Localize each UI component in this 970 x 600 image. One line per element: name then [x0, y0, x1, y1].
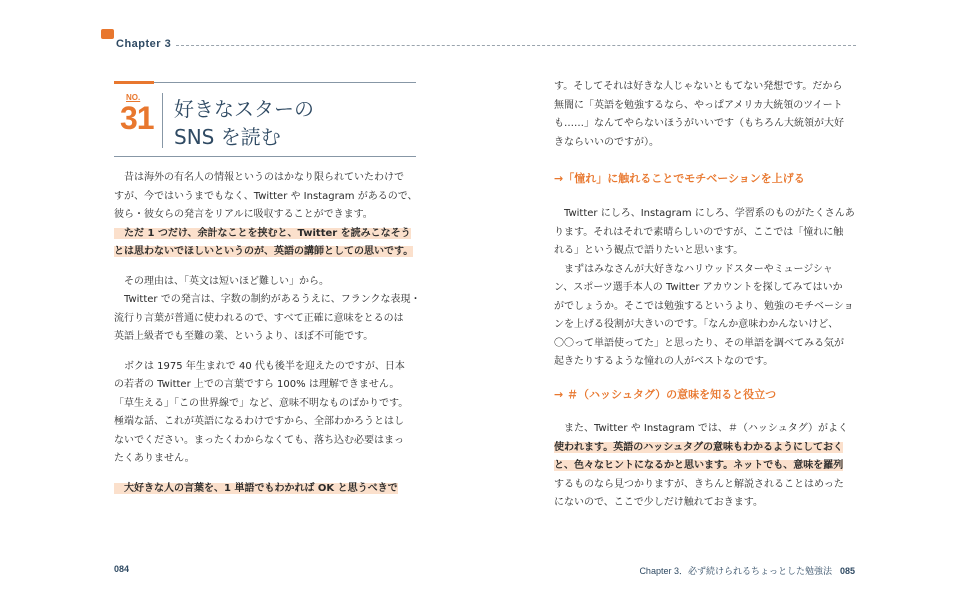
body-line: また、Twitter や Instagram では、＃（ハッシュタグ）がよく: [554, 423, 849, 434]
body-line: ります。それはそれで素晴らしいのですが、ここでは「憧れに触: [554, 226, 844, 238]
section-title-line-1: 好きなスターの: [174, 97, 314, 121]
chapter-label: Chapter 3: [116, 38, 172, 50]
body-line: の若者の Twitter 上での言葉ですら 100% は理解できません。: [114, 379, 400, 390]
right-body-motivation: [554, 205, 855, 372]
highlighted-text: ただ 1 つだけ、余計なことを挟むと、Twitter を読みこなそう: [114, 227, 411, 239]
body-line: 「草生える」「この世界線で」など、意味不明なものばかりです。: [114, 397, 409, 409]
body-line: 英語上級者でも至難の業、というより、ほぼ不可能です。: [114, 331, 374, 342]
body-line: す。そしてそれは好きな人じゃないともてない発想です。だから: [554, 81, 843, 92]
body-line: ないでください。まったくわからなくても、落ち込む必要はまっ: [114, 434, 404, 446]
body-line: ンを上げる役割が大きいのです。「なんか意味わかんないけど、: [554, 319, 839, 330]
section-title-line-2: SNS を読む: [174, 125, 281, 149]
body-line: きならいいのですが）。: [554, 136, 659, 148]
running-chapter-title: Chapter 3．必ず続けられるちょっとした勉強法: [639, 566, 832, 576]
body-line: 流行り言葉が普通に使われるので、すべて正確に意味をとるのは: [114, 312, 404, 324]
body-line: も……」なんてやらないほうがいいです（もちろん大統領が大好: [554, 118, 844, 129]
title-accent-rule: [114, 81, 154, 84]
body-line-highlighted: [554, 457, 848, 476]
body-line: にないので、ここで少しだけ触れておきます。: [554, 497, 763, 508]
right-page-number: 085: [839, 566, 855, 576]
section-number-label: NO.: [126, 93, 141, 102]
body-line: すが、今ではいうまでもなく、Twitter や Instagram があるので、: [114, 190, 418, 202]
body-line: その理由は、「英文は短いほど難しい」から。: [114, 275, 329, 287]
right-body-intro: [554, 78, 844, 152]
body-line: Twitter にしろ、Instagram にしろ、学習系のものがたくさんあ: [554, 208, 855, 219]
body-line: れる」という観点で語りたいと思います。: [554, 245, 744, 256]
body-line: 彼ら・彼女らの発言をリアルに吸収することができます。: [114, 209, 373, 220]
body-line: たくありません。: [114, 453, 195, 464]
right-body-hashtag: [554, 420, 848, 513]
body-line-highlighted: [114, 480, 421, 499]
body-line: まずはみなさんが大好きなハリウッドスターやミュージシャ: [554, 263, 833, 275]
body-line: Twitter での発言は、字数の制約があるうえに、フランクな表現・: [114, 294, 421, 305]
body-line: 極端な話、これが英語になるわけですから、全部わかろうとはし: [114, 416, 404, 427]
body-line-highlighted: [554, 439, 848, 458]
body-line: ボクは 1975 年生まれで 40 代も後半を迎えたのですが、日本: [114, 360, 405, 372]
body-line-highlighted: [114, 243, 421, 262]
body-line: 昔は海外の有名人の情報というのはかなり限られていたわけで: [114, 172, 404, 183]
body-line: ン、スポーツ選手本人の Twitter アカウントを探してみてはいか: [554, 282, 843, 293]
title-bottom-rule: [114, 156, 416, 157]
highlighted-text: とは思わないでほしいというのが、英語の講師としての思いです。: [114, 246, 414, 257]
title-divider: [162, 93, 163, 148]
body-line: がでしょうか。そこでは勉強するというより、勉強のモチベーショ: [554, 300, 854, 312]
body-line: するものなら見つかりますが、きちんと解説されることはめった: [554, 478, 844, 490]
subheading-hashtag: → ＃（ハッシュタグ）の意味を知ると役立つ: [554, 388, 777, 401]
right-footer: [639, 564, 855, 577]
highlighted-text: 大好きな人の言葉を、1 単語でもわかれば OK と思うべきで: [114, 482, 398, 494]
body-line: 起きたりするような憧れの人がベストなのです。: [554, 356, 774, 367]
body-line-highlighted: [114, 225, 421, 244]
left-page-number: 084: [114, 564, 130, 574]
left-body: [114, 169, 421, 498]
body-line: 〇〇って単語使ってた」と思ったり、その単語を調べてみる気が: [554, 337, 844, 349]
chapter-divider: [176, 45, 856, 46]
highlighted-text: 使われます。英語のハッシュタグの意味もわかるようにしておく: [554, 441, 843, 453]
subheading-motivation: →「憧れ」に触れることでモチベーションを上げる: [554, 172, 805, 185]
title-top-rule: [114, 82, 416, 83]
chapter-tab-icon: [101, 29, 114, 39]
body-line: 無闇に「英語を勉強するなら、やっぱアメリカ大統領のツイート: [554, 99, 843, 111]
section-number: 31: [120, 100, 154, 136]
highlighted-text: と、色々なヒントになるかと思います。ネットでも、意味を羅列: [554, 460, 844, 471]
